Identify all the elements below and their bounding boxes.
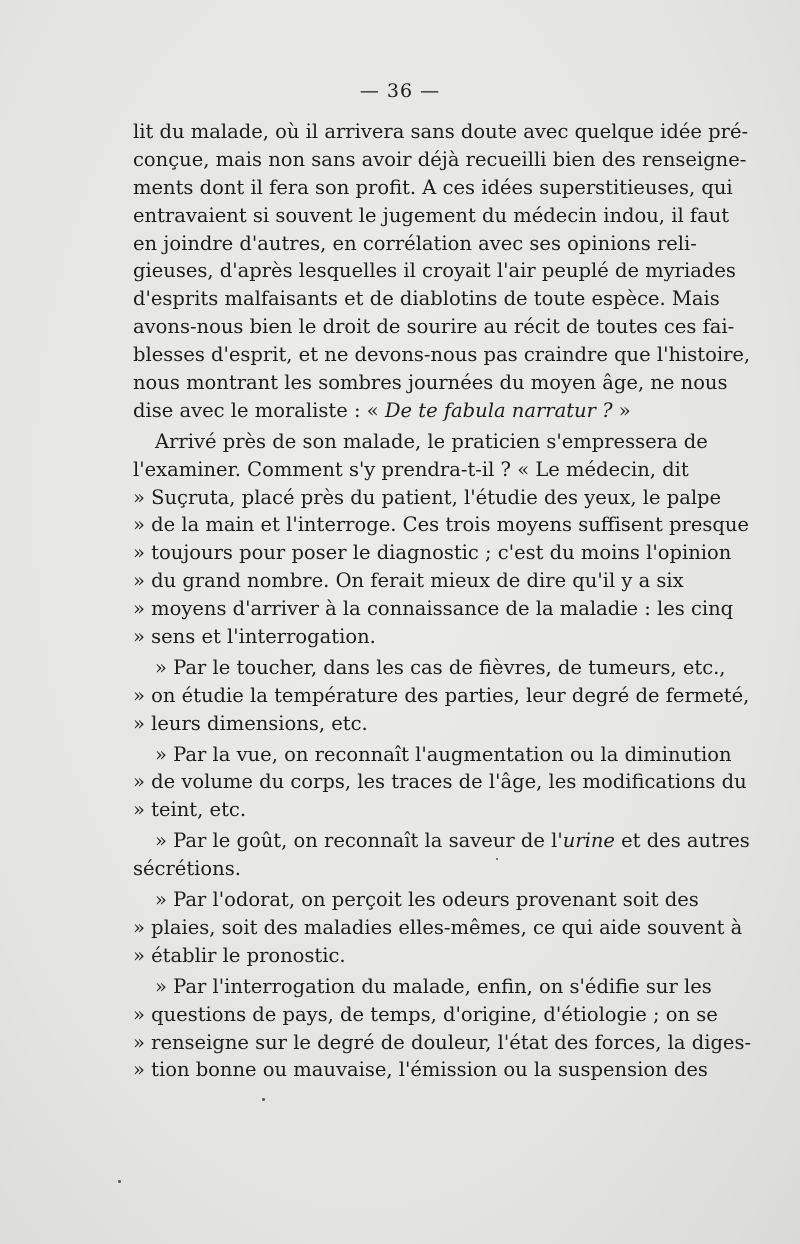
text-line: » questions de pays, de temps, d'origine, d'étiologie ; on se <box>133 1002 718 1026</box>
text-line <box>133 397 661 425</box>
text-run: et des autres <box>614 829 750 853</box>
text-line: » Par l'odorat, on perçoit les odeurs provenant soit des <box>155 888 699 912</box>
text-line: » teint, etc. <box>133 798 247 822</box>
text-line: » renseigne sur le degré de douleur, l'état des forces, la diges- <box>133 1030 752 1054</box>
text-line: » on étudie la température des parties, leur degré de fermeté, <box>133 683 750 707</box>
text-line: » Suçruta, placé près du patient, l'étudie des yeux, le palpe <box>133 485 722 509</box>
text-line: » leurs dimensions, etc. <box>133 711 368 735</box>
text-line: » Par le toucher, dans les cas de fièvres, de tumeurs, etc., <box>155 655 726 679</box>
latin-quote: De te fabula narratur ? <box>384 398 613 422</box>
text-line: conçue, mais non sans avoir déjà recueilli bien des renseigne- <box>133 147 747 171</box>
text-line: l'examiner. Comment s'y prendra-t-il ? « Le médecin, dit <box>133 457 689 481</box>
text-line: gieuses, d'après lesquelles il croyait l'air peuplé de myriades <box>133 259 736 283</box>
text-line: ments dont il fera son profit. A ces idées superstitieuses, qui <box>133 175 733 199</box>
text-line: d'esprits malfaisants et de diablotins de toute espèce. Mais <box>133 287 720 311</box>
paper-speck <box>118 1180 121 1183</box>
text-run: dise avec le moraliste : « <box>133 398 385 422</box>
text-line: avons-nous bien le droit de sourire au récit de toutes ces fai- <box>133 315 735 339</box>
text-line: en joindre d'autres, en corrélation avec ses opinions reli- <box>133 231 697 255</box>
text-line: entravaient si souvent le jugement du médecin indou, il faut <box>133 203 730 227</box>
text-line: sécrétions. <box>133 857 241 881</box>
text-line <box>133 827 750 855</box>
paper-speck <box>262 1098 265 1101</box>
text-run: » <box>612 398 631 422</box>
text-line: » sens et l'interrogation. <box>133 625 376 649</box>
text-line: blesses d'esprit, et ne devons-nous pas craindre que l'histoire, <box>133 343 751 367</box>
italic-word: urine <box>562 829 615 853</box>
paper-speck <box>496 858 498 860</box>
text-line: » plaies, soit des maladies elles-mêmes, ce qui aide souvent à <box>133 915 743 939</box>
text-line: » Par l'interrogation du malade, enfin, on s'édifie sur les <box>155 974 712 998</box>
text-line: » établir le pronostic. <box>133 943 346 967</box>
body-text <box>133 118 752 1084</box>
text-line: lit du malade, où il arrivera sans doute avec quelque idée pré- <box>133 120 749 143</box>
text-line: » tion bonne ou mauvaise, l'émission ou la suspension des <box>133 1058 708 1082</box>
text-line: » de la main et l'interroge. Ces trois moyens suffisent presque <box>133 513 749 537</box>
text-line: Arrivé près de son malade, le praticien s'empressera de <box>155 429 708 453</box>
text-line: » Par la vue, on reconnaît l'augmentation ou la diminution <box>155 742 732 766</box>
text-line: » du grand nombre. On ferait mieux de dire qu'il y a six <box>133 569 684 593</box>
text-line: » de volume du corps, les traces de l'âge, les modifications du <box>133 770 747 794</box>
text-line: nous montrant les sombres journées du moyen âge, ne nous <box>133 371 728 395</box>
text-run: » Par le goût, on reconnaît la saveur de l' <box>155 829 563 853</box>
text-line: » moyens d'arriver à la connaissance de la maladie : les cinq <box>133 597 734 621</box>
page-number: — 36 — <box>359 80 441 102</box>
text-line: » toujours pour poser le diagnostic ; c'est du moins l'opinion <box>133 541 732 565</box>
